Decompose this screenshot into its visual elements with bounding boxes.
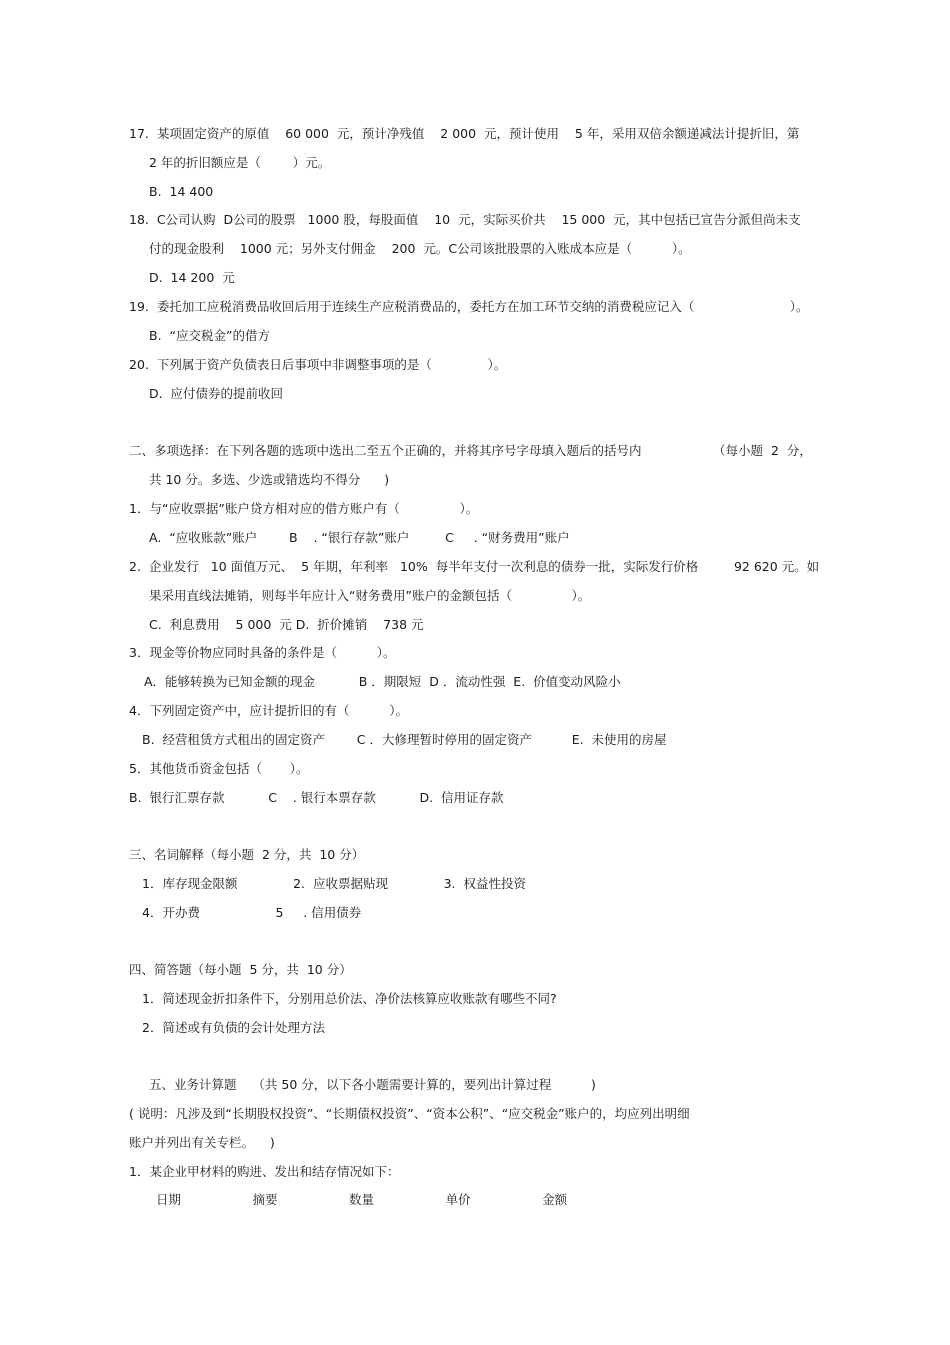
q20-line1: 20. 下列属于资产负债表日后事项中非调整事项的是（ ）。 [129, 357, 507, 372]
terms-row1: 1．库存现金限额 2. 应收票据贴现 3. 权益性投资 [142, 876, 526, 891]
section5-note-line2: 账户并列出有关专栏。 ) [129, 1135, 275, 1150]
section2-heading: 二、多项选择：在下列各题的选项中选出二至五个正确的，并将其序号字母填入题后的括号内 （每小题 2 分， [129, 443, 812, 458]
section3-heading: 三、名词解释（每小题 2 分，共 10 分） [129, 847, 365, 862]
mc3-question: 3．现金等价物应同时具备的条件是（ ）。 [129, 645, 396, 660]
calc1-table-header: 日期 摘要 数量 单价 金额 [156, 1192, 568, 1207]
mc1-question: 1．与“应收票据”账户贷方相对应的借方账户有（ ）。 [129, 501, 479, 516]
section5-heading: 五、业务计算题 （共 50 分，以下各小题需要计算的，要列出计算过程 ) [149, 1077, 596, 1092]
q18-line1: 18. C公司认购 D公司的股票 1000 股，每股面值 10 元，实际买价共 15 000 元，其中包括已宣告分派但尚未支 [129, 212, 801, 227]
q18-line2: 付的现金股利 1000 元；另外支付佣金 200 元。C公司该批股票的入账成本应是（ ）。 [149, 241, 691, 256]
mc2-line1: 2. 企业发行 10 面值万元、 5 年期，年利率 10% 每半年支付一次利息的债券一批，实际发行价格 92 620 元。如 [129, 559, 820, 574]
short-answer-1: 1．简述现金折扣条件下，分别用总价法、净价法核算应收账款有哪些不同? [142, 991, 557, 1006]
short-answer-2: 2．简述或有负债的会计处理方法 [142, 1020, 325, 1035]
mc3-options: A．能够转换为已知金额的现金 B ．期限短 D ．流动性强 E. 价值变动风险小 [144, 674, 621, 689]
mc2-options: C. 利息费用 5 000 元 D. 折价摊销 738 元 [149, 617, 424, 632]
mc4-options: B. 经营租赁方式租出的固定资产 C ．大修理暂时停用的固定资产 E. 未使用的房屋 [142, 732, 667, 747]
mc5-question: 5．其他货币资金包括（ ）。 [129, 761, 309, 776]
terms-row2: 4．开办费 5 . 信用债券 [142, 905, 362, 920]
q20-answer: D. 应付债券的提前收回 [149, 386, 284, 401]
section2-heading-cont: 共 10 分。多选、少选或错选均不得分 ) [149, 472, 390, 487]
q18-answer: D. 14 200 元 [149, 270, 235, 285]
mc5-options: B. 银行汇票存款 C . 银行本票存款 D. 信用证存款 [129, 790, 504, 805]
section5-note-line1: ( 说明：凡涉及到“长期股权投资”、“长期债权投资”、“资本公积”、“应交税金”账户的，均应列出明细 [129, 1106, 690, 1121]
mc2-line2: 果采用直线法摊销，则每半年应计入“财务费用”账户的金额包括（ ）。 [149, 588, 591, 603]
q17-line1: 17. 某项固定资产的原值 60 000 元，预计净残值 2 000 元，预计使用 5 年，采用双倍余额递减法计提折旧，第 [129, 126, 800, 141]
mc4-question: 4．下列固定资产中，应计提折旧的有（ ）。 [129, 703, 408, 718]
calc1-question: 1．某企业甲材料的购进、发出和结存情况如下： [129, 1164, 400, 1179]
mc1-options: A. “应收账款”账户 B . “银行存款”账户 C . “财务费用”账户 [149, 530, 570, 545]
q17-line2: 2 年的折旧额应是（ ）元。 [149, 155, 331, 170]
q19-answer: B. “应交税金”的借方 [149, 328, 270, 343]
q17-answer: B. 14 400 [149, 184, 214, 199]
section4-heading: 四、简答题（每小题 5 分，共 10 分） [129, 962, 352, 977]
q19-line1: 19. 委托加工应税消费品收回后用于连续生产应税消费品的，委托方在加工环节交纳的消费税应记入（ ）。 [129, 299, 809, 314]
